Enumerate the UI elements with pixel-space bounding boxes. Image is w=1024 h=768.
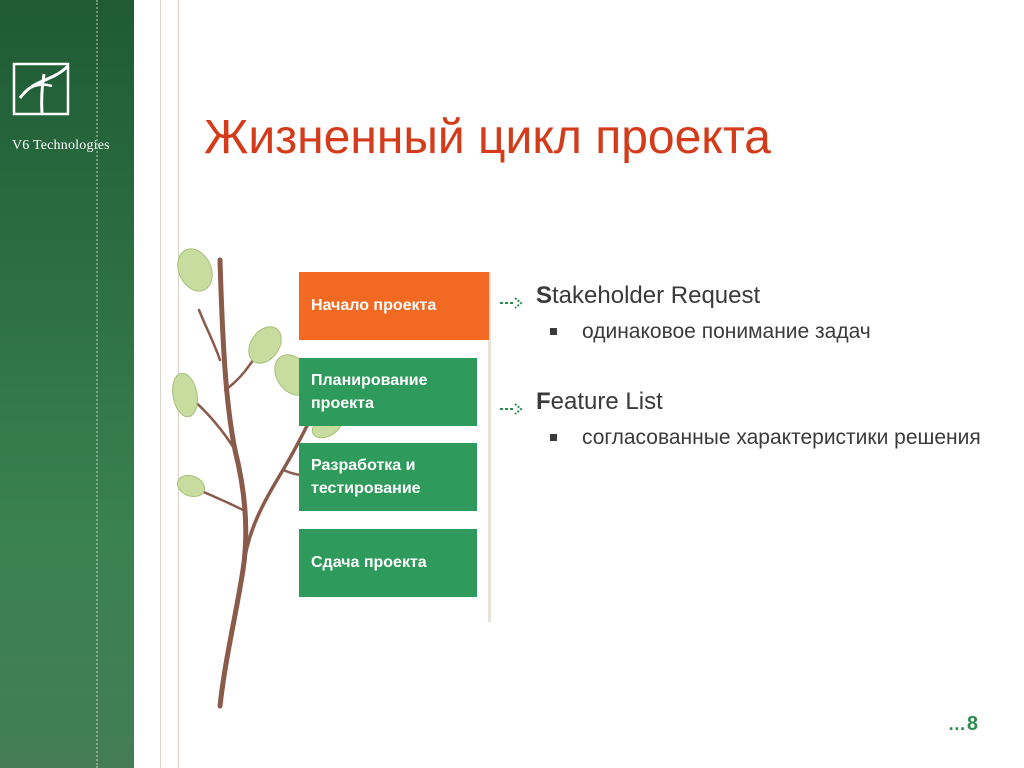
bullet-feature-list — [500, 388, 982, 452]
bullet-text: eature List — [550, 388, 663, 415]
page-title: Жизненный цикл проекта — [204, 111, 771, 164]
sub-bullet-text: одинаковое понимание задач — [582, 320, 871, 343]
phase-label: Начало проекта — [311, 297, 437, 315]
dotted-arrow-icon — [500, 289, 526, 303]
sidebar-band — [0, 0, 134, 768]
sidebar-dotted-line — [96, 0, 98, 768]
page-number-value: 8 — [966, 713, 978, 735]
square-bullet-icon — [550, 328, 557, 335]
phase-item-development[interactable] — [299, 443, 477, 511]
divider-line — [160, 0, 161, 768]
phase-item-planning[interactable] — [299, 358, 477, 426]
bullet-initial: S — [536, 282, 553, 309]
sub-bullet-text: согласованные характеристики решения — [582, 426, 981, 449]
company-name: V6 Technologies — [12, 138, 110, 153]
dotted-arrow-icon — [500, 395, 526, 409]
bullet-initial: F — [536, 388, 551, 415]
phase-label: Разработка и тестирование — [311, 456, 421, 497]
square-bullet-icon — [550, 434, 557, 441]
bullet-text: takeholder Request — [552, 282, 761, 309]
phase-label: Сдача проекта — [311, 554, 427, 572]
company-logo-icon — [12, 60, 70, 116]
phase-label: Планирование проекта — [311, 371, 428, 412]
page-number — [948, 713, 978, 736]
phase-item-delivery[interactable] — [299, 529, 477, 597]
ellipsis-icon: … — [947, 714, 967, 734]
bullet-stakeholder-request — [500, 282, 982, 346]
phase-item-start[interactable] — [299, 272, 489, 340]
